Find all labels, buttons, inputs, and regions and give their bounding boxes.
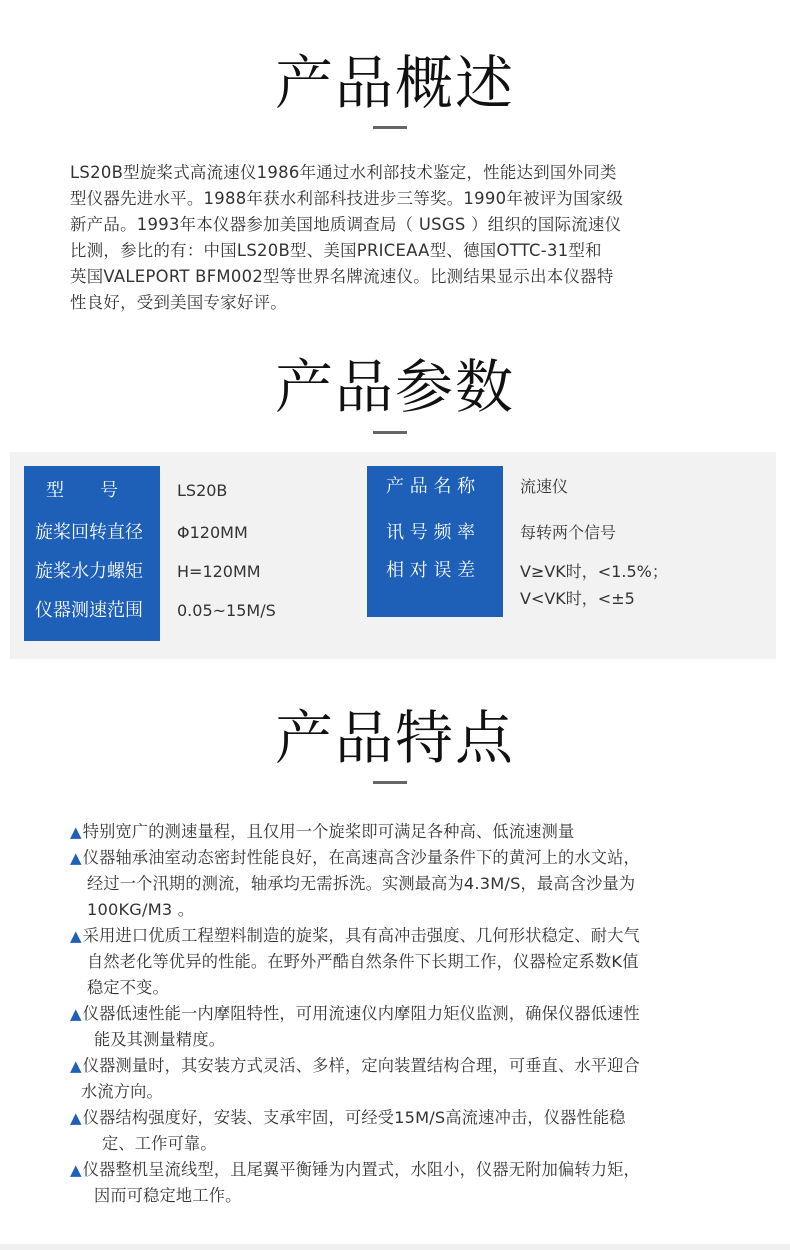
feature-line: 经过一个汛期的测流，轴承均无需拆洗。实测最高为4.3M/S，最高含沙量为: [87, 874, 636, 893]
overview-line: 型仪器先进水平。1988年获水利部科技进步三等奖。1990年被评为国家级: [70, 189, 624, 208]
features-list: [70, 819, 750, 1209]
triangle-bullet-icon: ▲: [70, 1109, 82, 1127]
overview-line: 比测，参比的有：中国LS20B型、美国PRICEAA型、德国OTTC-31型和: [70, 241, 602, 260]
feature-line: 稳定不变。: [87, 978, 169, 997]
list-item: [70, 1053, 750, 1105]
overview-text: [70, 160, 720, 316]
bottom-divider: [0, 1244, 790, 1250]
feature-line: 因而可稳定地工作。: [94, 1186, 242, 1205]
list-item: [70, 1157, 750, 1209]
overview-line: LS20B型旋桨式高流速仪1986年通过水利部技术鉴定，性能达到国外同类: [70, 163, 617, 182]
param-value-rotor-diameter: Φ120MM: [177, 523, 248, 542]
triangle-bullet-icon: ▲: [70, 1161, 82, 1179]
triangle-bullet-icon: ▲: [70, 823, 82, 841]
param-value-relative-error-2: V<VK时，<±5: [520, 589, 635, 608]
feature-line: 仪器轴承油室动态密封性能良好，在高速高含沙量条件下的黄河上的水文站，: [82, 848, 640, 867]
param-label-rotor-pitch: 旋桨水力螺矩: [35, 561, 143, 582]
params-title-rule: [373, 431, 407, 434]
param-value-relative-error: V≥VK时，<1.5%；: [520, 562, 668, 581]
list-item: [70, 1105, 750, 1157]
overview-line: 英国VALEPORT BFM002型等世界名牌流速仪。比测结果显示出本仪器特: [70, 267, 614, 286]
param-label-velocity-range: 仪器测速范围: [35, 600, 143, 621]
feature-line: 仪器低速性能一内摩阻特性，可用流速仪内摩阻力矩仪监测，确保仪器低速性: [82, 1004, 640, 1023]
feature-line: 100KG/M3 。: [87, 900, 195, 919]
feature-line: 特别宽广的测速量程，且仅用一个旋桨即可满足各种高、低流速测量: [82, 822, 575, 841]
param-label-relative-error: 相 对 误 差: [386, 560, 476, 581]
param-value-signal-frequency: 每转两个信号: [520, 523, 617, 542]
feature-line: 采用进口优质工程塑料制造的旋桨，具有高冲击强度、几何形状稳定、耐大气: [82, 926, 640, 945]
params-title: 产品参数: [274, 353, 515, 421]
feature-line: 仪器测量时，其安装方式灵活、多样，定向装置结构合理，可垂直、水平迎合: [82, 1056, 640, 1075]
list-item: [70, 1001, 750, 1053]
param-label-signal-frequency: 讯 号 频 率: [386, 522, 476, 543]
param-label-rotor-diameter: 旋桨回转直径: [35, 522, 143, 543]
feature-line: 水流方向。: [81, 1082, 163, 1101]
feature-line: 仪器结构强度好，安装、支承牢固，可经受15M/S高流速冲击，仪器性能稳: [82, 1108, 626, 1127]
overview-line: 新产品。1993年本仪器参加美国地质调查局（ USGS ）组织的国际流速仪: [70, 215, 622, 234]
features-title: 产品特点: [274, 704, 515, 772]
feature-line: 仪器整机呈流线型，且尾翼平衡锤为内置式，水阻小，仪器无附加偏转力矩，: [82, 1160, 640, 1179]
param-label-product-name: 产 品 名 称: [386, 476, 476, 497]
params-panel: [10, 452, 776, 659]
overview-title-rule: [373, 126, 407, 129]
list-item: [70, 819, 750, 845]
feature-line: 能及其测量精度。: [94, 1030, 226, 1049]
feature-line: 自然老化等优异的性能。在野外严酷自然条件下长期工作，仪器检定系数K值: [87, 952, 639, 971]
param-value-model: LS20B: [177, 481, 228, 500]
triangle-bullet-icon: ▲: [70, 1057, 82, 1075]
list-item: [70, 845, 750, 923]
feature-line: 定、工作可靠。: [102, 1134, 217, 1153]
param-value-rotor-pitch: H=120MM: [177, 562, 261, 581]
list-item: [70, 923, 750, 1001]
triangle-bullet-icon: ▲: [70, 1005, 82, 1023]
overview-line: 性良好，受到美国专家好评。: [70, 293, 287, 312]
overview-title: 产品概述: [274, 49, 515, 117]
triangle-bullet-icon: ▲: [70, 849, 82, 867]
param-label-model: 型 号: [46, 480, 118, 501]
features-title-rule: [373, 781, 407, 784]
param-value-product-name: 流速仪: [520, 477, 569, 496]
triangle-bullet-icon: ▲: [70, 927, 82, 945]
param-value-velocity-range: 0.05~15M/S: [177, 601, 276, 620]
